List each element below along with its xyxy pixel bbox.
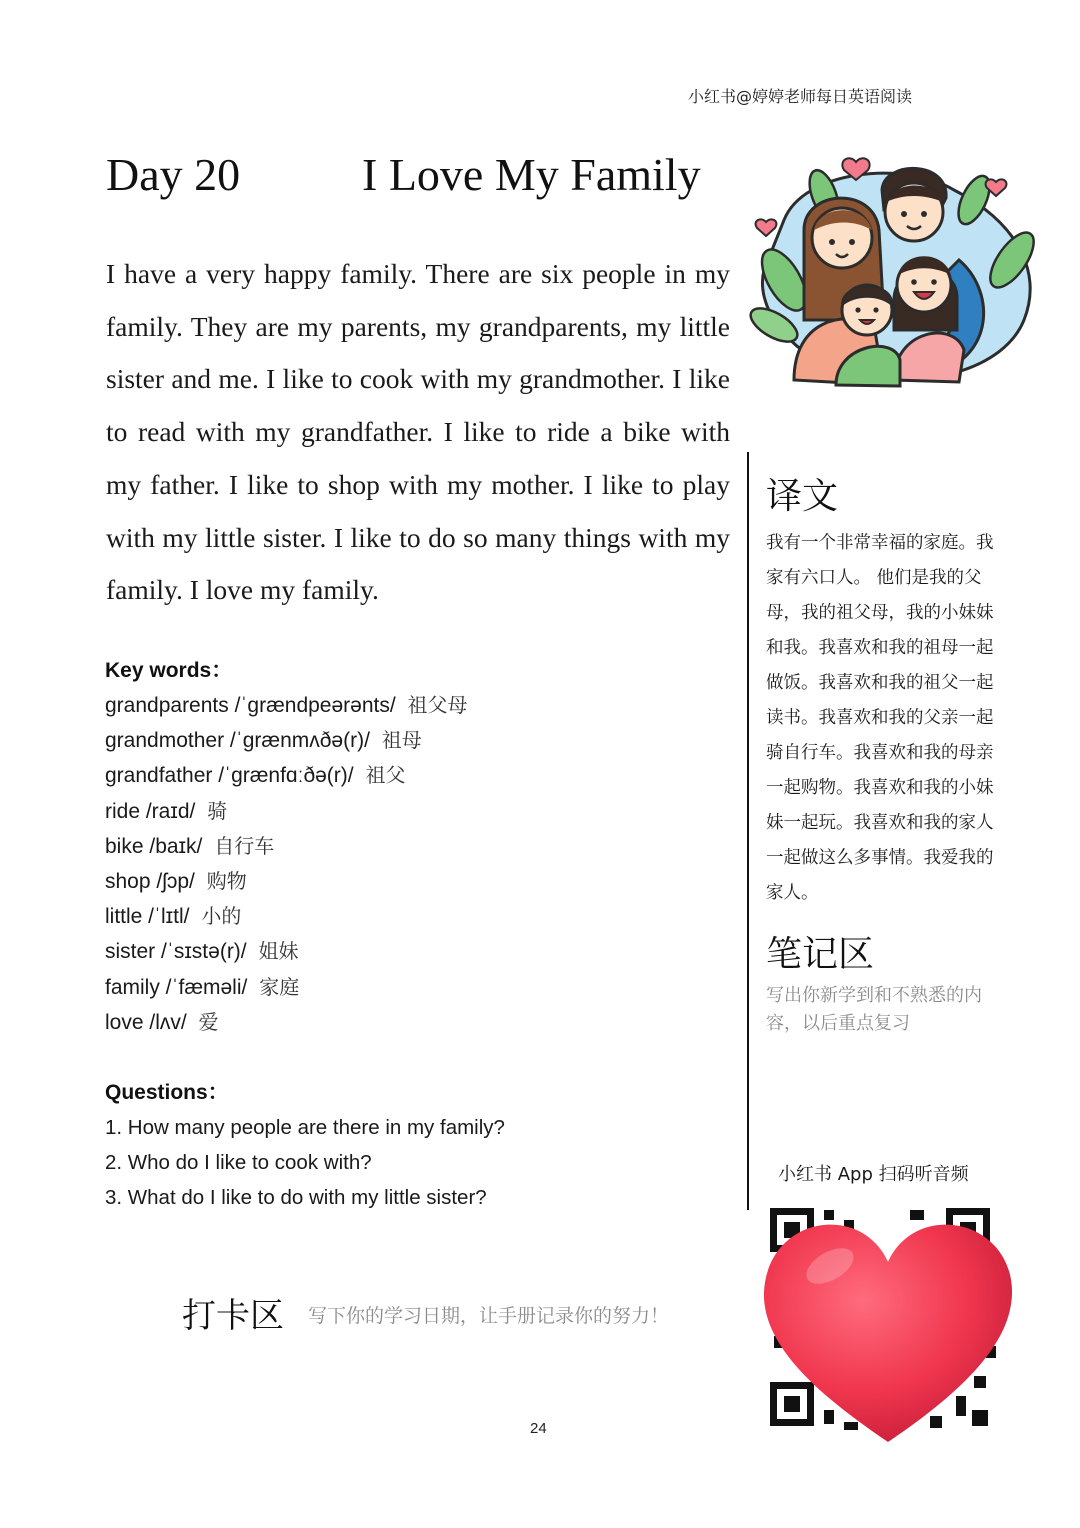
watermark: 小红书@婷婷老师每日英语阅读 [688, 87, 913, 106]
column-divider [747, 452, 749, 1210]
key-word-item [105, 970, 468, 1005]
family-illustration [744, 150, 1044, 400]
key-word-item [105, 899, 468, 934]
day-title: Day 20 [106, 149, 241, 200]
qr-code[interactable] [760, 1196, 1016, 1448]
key-word: family /ˈfæməli/ [105, 975, 248, 999]
page-title: I Love My Family [362, 149, 701, 200]
key-word: grandfather /ˈɡrænfɑːðə(r)/ [105, 764, 354, 788]
key-word-item [105, 794, 468, 829]
key-word-item [105, 758, 468, 793]
question-item: 1. How many people are there in my family? [105, 1116, 505, 1139]
key-word-meaning: 爱 [198, 1009, 219, 1034]
key-word: ride /raɪd/ [105, 799, 196, 823]
translation-text: 我有一个非常幸福的家庭。我家有六口人。 他们是我的父母，我的祖父母，我的小妹妹和我。我喜欢和我的祖母一起做饭。我喜欢和我的祖父一起读书。我喜欢和我的父亲一起骑自行车。我喜欢和我的母亲一起购物。我喜欢和我的小妹妹一起玩。我喜欢和我的家人一起做这么多事情。我爱我的家人。 [766, 533, 994, 903]
page-number: 24 [530, 1420, 547, 1437]
key-word-meaning: 姐妹 [258, 939, 299, 964]
key-word-item [105, 934, 468, 969]
key-word-item [105, 723, 468, 758]
key-word-item [105, 688, 468, 723]
key-word-meaning: 自行车 [214, 833, 275, 858]
checkin-hint: 写下你的学习日期，让手册记录你的努力！ [308, 1305, 670, 1327]
translation-heading: 译文 [766, 476, 839, 517]
notes-hint: 写出你新学到和不熟悉的内容，以后重点复习 [766, 985, 982, 1034]
key-word: grandparents /ˈɡrændpeərənts/ [105, 694, 396, 717]
key-word-meaning: 祖父 [365, 763, 406, 788]
key-word-item [105, 1005, 468, 1040]
key-word-meaning: 购物 [206, 868, 247, 893]
passage-text: I have a very happy family. There are six people in my family. They are my parents, my grandparents, my little sister and me. I like to cook with my grandmother. I like to read with my grandfather. I like to ride a bike with my father. I like to shop with my mother. I like to play with my little sister. I like to do so many things with my family. I love my family. [106, 258, 730, 606]
questions-heading: Questions： [105, 1081, 229, 1104]
key-word: little /ˈlɪtl/ [105, 905, 190, 929]
key-word: love /lʌv/ [105, 1010, 187, 1034]
question-item: 2. Who do I like to cook with? [105, 1151, 372, 1175]
key-word: bike /baɪk/ [105, 834, 203, 858]
question-item: 3. What do I like to do with my little sister? [105, 1186, 487, 1210]
checkin-title: 打卡区 [182, 1296, 284, 1336]
notes-heading: 笔记区 [766, 934, 875, 975]
key-word-item [105, 829, 468, 864]
key-word-meaning: 小的 [201, 904, 242, 929]
key-word: shop /ʃɔp/ [105, 869, 195, 893]
audio-caption: 小红书 App 扫码听音频 [778, 1164, 969, 1185]
key-words-heading: Key words： [105, 659, 233, 682]
key-word-meaning: 祖父母 [407, 693, 468, 717]
questions-list [105, 1110, 505, 1216]
key-word-item [105, 864, 468, 899]
key-word-meaning: 家庭 [259, 974, 300, 999]
key-word: grandmother /ˈɡrænmʌðə(r)/ [105, 729, 370, 753]
key-words-list [105, 688, 468, 1040]
key-word-meaning: 骑 [207, 798, 228, 823]
key-word-meaning: 祖母 [381, 728, 422, 753]
key-word: sister /ˈsɪstə(r)/ [105, 940, 247, 964]
